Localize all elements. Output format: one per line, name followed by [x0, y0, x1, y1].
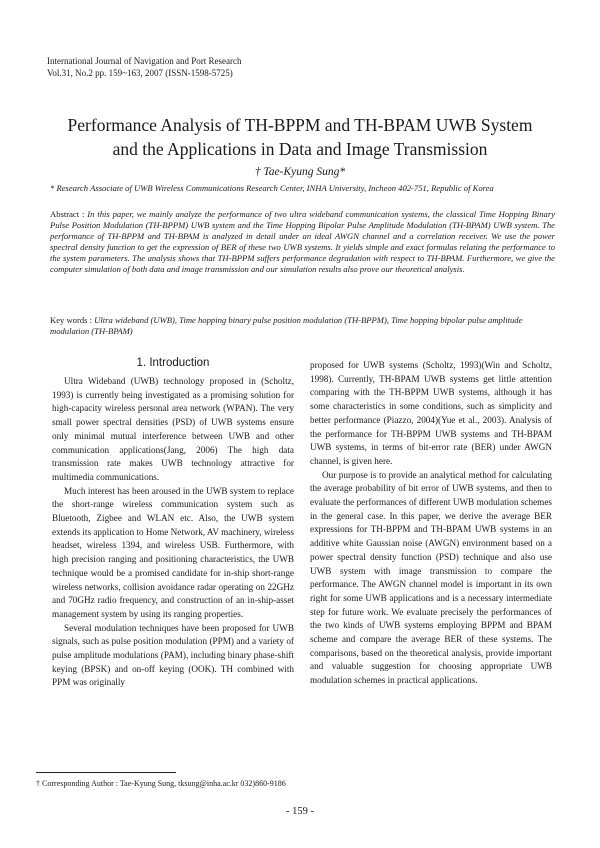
right-column [310, 359, 552, 688]
footnote: † Corresponding Author : Tae-Kyung Sung, tksung@inha.ac.kr 032)860-9186 [36, 779, 286, 788]
left-column [52, 375, 294, 690]
paragraph: Several modulation techniques have been proposed for UWB signals, such as pulse position modulation (PPM) and a variety of pulse amplitude modulations (PAM), including binary phase-shift keying (BPSK) and on-off keying (OOK). TH combined with PPM was originally [52, 622, 294, 688]
section-heading: 1. Introduction [136, 357, 210, 369]
title-line-1: Performance Analysis of TH-BPPM and TH-BPAM UWB System [67, 115, 533, 135]
paragraph: Ultra Wideband (UWB) technology proposed in (Scholtz, 1993) is currently being investigated as a promising solution for high-capacity wireless personal area network (WPAN). The very small power spectral densities (PSD) of UWB systems ensure only minimal mutual interference between UWB and other communication applications(Jang, 2006) The high data transmission rate makes UWB technology attractive for multimedia communications. [52, 376, 294, 482]
paper-title [0, 113, 600, 161]
abstract [50, 209, 555, 275]
author-affiliation: * Research Associate of UWB Wireless Communications Research Center, INHA University, Incheon 402-751, Republic of Korea [50, 183, 494, 193]
paragraph-continued: proposed for UWB systems (Scholtz, 1993)(Win and Scholtz, 1998). Currently, TH-BPAM UWB systems get little attention comparing with the TH-BPPM UWB systems, although it has some characteristics in some conditions, such as simplicity and better performance (Piazzo, 2004)(Yue et al., 2003). Analysis of the performance for TH-BPPM UWB systems and TH-BPAM UWB systems, in terms of bit-error rate (BER) under AWGN channel, is given here. [310, 360, 552, 466]
abstract-label: Abstract : [50, 209, 88, 219]
keywords-label: Key words : [50, 315, 95, 325]
paragraph: Our purpose is to provide an analytical method for calculating the average probability of bit error of UWB systems, and then to evaluate the performances of different UWB modulation schemes in the general case. In this paper, we derive the average BER expressions for TH-BPPM and TH-BPAM UWB systems in an additive white Gaussian noise (AWGN) environment based on a power spectral density function (PSD) technique and also use UWB system with image transmission to compare the performance. The AWGN channel model is important in its own right for some UWB applications and is a necessary intermediate step for future work. We evaluate precisely the performances of the two kinds of UWB systems employing BPPM and BPAM scheme and compare the average BER of these systems. The comparisons, based on the theoretical analysis, provide important and valuable suggestion for choosing appropriate UWB modulation schemes in practical applications. [310, 469, 552, 686]
keywords [50, 315, 555, 337]
abstract-text: In this paper, we mainly analyze the performance of two ultra wideband communication systems, the classical Time Hopping Binary Pulse Position Modulation (TH-BPPM) UWB system and the Time Hopping Bipolar Pulse Amplitude Modulation (TH-BPAM) UWB system. The performance of TH-BPPM and TH-BPAM is analyzed in detail under an ideal AWGN channel and a correlation receiver. We use the power spectral density function to get the expression of BER of these two UWB systems. It yields simple and exact formulas relating the performance to the system parameters. The analysis shows that TH-BPPM suffers performance degradation with respect to TH-BPAM. Furthermore, we give the computer simulation of both data and image transmission and our simulation results also prove our theoretical analysis. [50, 209, 555, 274]
title-line-2: and the Applications in Data and Image Transmission [112, 139, 488, 159]
footnote-divider [36, 772, 176, 773]
page-number: - 159 - [286, 806, 314, 817]
paragraph: Much interest has been aroused in the UWB system to replace the short-range wireless communication system such as Bluetooth, Zigbee and WLAN etc. Also, the UWB system extends its application to Home Network, AV machinery, wireless headset, wireless 1394, and wireless USB. Furthermore, with high precision ranging and positioning characteristics, the UWB technique would be a promised candidate for in-ship short-range wireless networks, collision avoidance radar operating on 22GHz and 70GHz radio frequency, and construction of an in-ship-asset management system by using its ranging properties. [52, 485, 294, 619]
keywords-text: Ultra wideband (UWB), Time hopping binary pulse position modulation (TH-BPPM), Time hopping bipolar pulse amplitude modulation (TH-BPAM) [50, 315, 523, 336]
journal-volume: Vol.31, No.2 pp. 159~163, 2007 (ISSN-1598-5725) [47, 68, 233, 78]
author-name: † Tae-Kyung Sung* [254, 166, 346, 178]
journal-header [47, 55, 241, 79]
journal-name: International Journal of Navigation and Port Research [47, 56, 242, 66]
